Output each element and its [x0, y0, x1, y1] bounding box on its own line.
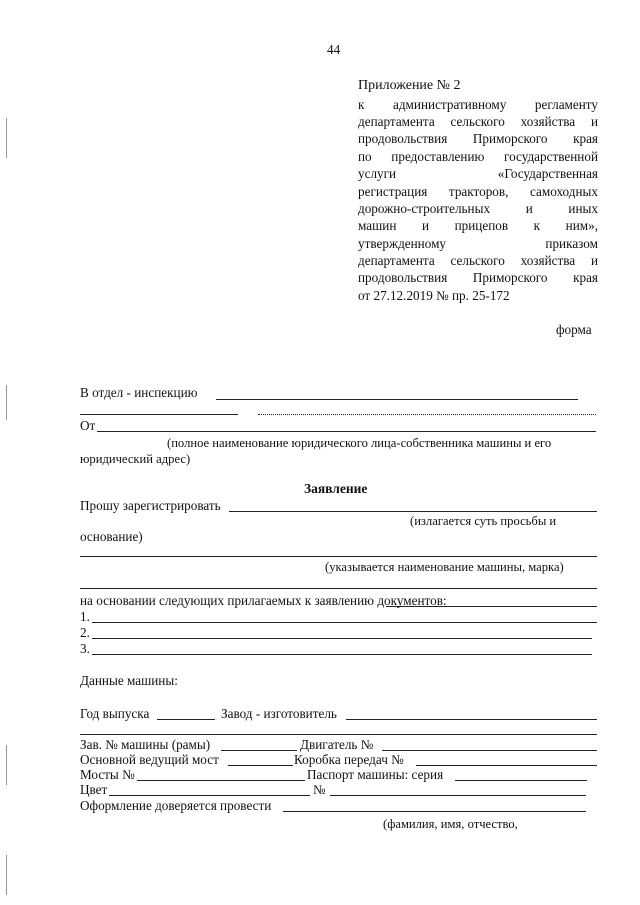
request-hint: (излагается суть просьбы и	[410, 514, 557, 528]
appendix-line: дорожно-строительных и иных	[358, 201, 598, 216]
documents-field[interactable]	[386, 606, 597, 607]
year-label: Год выпуска	[80, 706, 150, 721]
gearbox-field[interactable]	[416, 765, 597, 766]
color-label: Цвет	[80, 782, 108, 797]
to-department-label: В отдел - инспекцию	[80, 385, 198, 400]
gearbox-label: Коробка передач №	[294, 752, 404, 767]
appendix-line: от 27.12.2019 № пр. 25-172	[358, 288, 510, 303]
document-item-number: 1.	[80, 609, 90, 624]
manufacturer-label: Завод - изготовитель	[221, 706, 337, 721]
appendix-line: услуги «Государственная	[358, 166, 598, 181]
serial-number-label: Зав. № машины (рамы)	[80, 737, 211, 752]
scan-edge-mark	[6, 745, 7, 785]
from-label: От	[80, 418, 96, 433]
document-item-number: 3.	[80, 641, 90, 656]
from-field[interactable]	[97, 431, 596, 432]
request-field[interactable]	[229, 511, 597, 512]
documents-label: на основании следующих прилагаемых к заявлению документов:	[80, 593, 447, 608]
bridges-label: Мосты №	[80, 767, 135, 782]
form-label: форма	[556, 322, 592, 337]
statement-title: Заявление	[304, 481, 368, 496]
engine-field[interactable]	[382, 750, 597, 751]
scan-edge-mark	[6, 855, 7, 895]
appendix-title: Приложение № 2	[358, 78, 461, 93]
passport-series-field[interactable]	[455, 780, 587, 781]
machine-data-label: Данные машины:	[80, 673, 178, 688]
machine-hint: (указывается наименование машины, марка)	[325, 560, 564, 574]
appendix-line: к административному регламенту	[358, 97, 598, 112]
entrusted-field[interactable]	[283, 811, 586, 812]
engine-label: Двигатель №	[300, 737, 374, 752]
passport-label: Паспорт машины: серия	[307, 767, 444, 782]
manufacturer-field-line2[interactable]	[80, 734, 597, 735]
to-department-field-line2[interactable]	[80, 414, 238, 415]
appendix-line: департамента сельского хозяйства и	[358, 114, 598, 129]
year-field[interactable]	[157, 719, 215, 720]
drive-axle-field[interactable]	[228, 765, 293, 766]
bridges-field[interactable]	[137, 780, 305, 781]
request-hint-2: основание)	[80, 529, 143, 544]
request-label: Прошу зарегистрировать	[80, 498, 221, 513]
appendix-line: регистрация тракторов, самоходных	[358, 184, 598, 199]
serial-number-field[interactable]	[221, 750, 297, 751]
manufacturer-field[interactable]	[346, 719, 597, 720]
appendix-line: продовольствия Приморского края	[358, 270, 598, 285]
document-item-field[interactable]	[92, 638, 592, 639]
entrusted-hint: (фамилия, имя, отчество,	[383, 817, 518, 831]
appendix-line: утвержденному приказом	[358, 236, 598, 251]
from-hint: (полное наименование юридического лица-собственника машины и его	[167, 436, 552, 450]
page-number: 44	[327, 42, 341, 57]
color-field[interactable]	[109, 795, 310, 796]
document-item-field[interactable]	[92, 654, 592, 655]
scan-edge-mark	[6, 118, 7, 158]
to-department-field[interactable]	[216, 399, 578, 400]
appendix-line: департамента сельского хозяйства и	[358, 253, 598, 268]
entrusted-label: Оформление доверяется провести	[80, 798, 272, 813]
passport-number-field[interactable]	[330, 795, 586, 796]
appendix-line: машин и прицепов к ним»,	[358, 218, 598, 233]
to-department-field-line2[interactable]	[258, 414, 596, 415]
machine-name-field[interactable]	[80, 588, 597, 589]
drive-axle-label: Основной ведущий мост	[80, 752, 219, 767]
appendix-line: по предоставлению государственной	[358, 149, 598, 164]
scan-edge-mark	[6, 385, 7, 420]
document-item-field[interactable]	[92, 622, 597, 623]
request-field-line2[interactable]	[80, 556, 597, 557]
appendix-line: продовольствия Приморского края	[358, 131, 598, 146]
passport-number-label: №	[313, 782, 326, 797]
from-hint-2: юридический адрес)	[80, 452, 191, 466]
document-item-number: 2.	[80, 625, 90, 640]
